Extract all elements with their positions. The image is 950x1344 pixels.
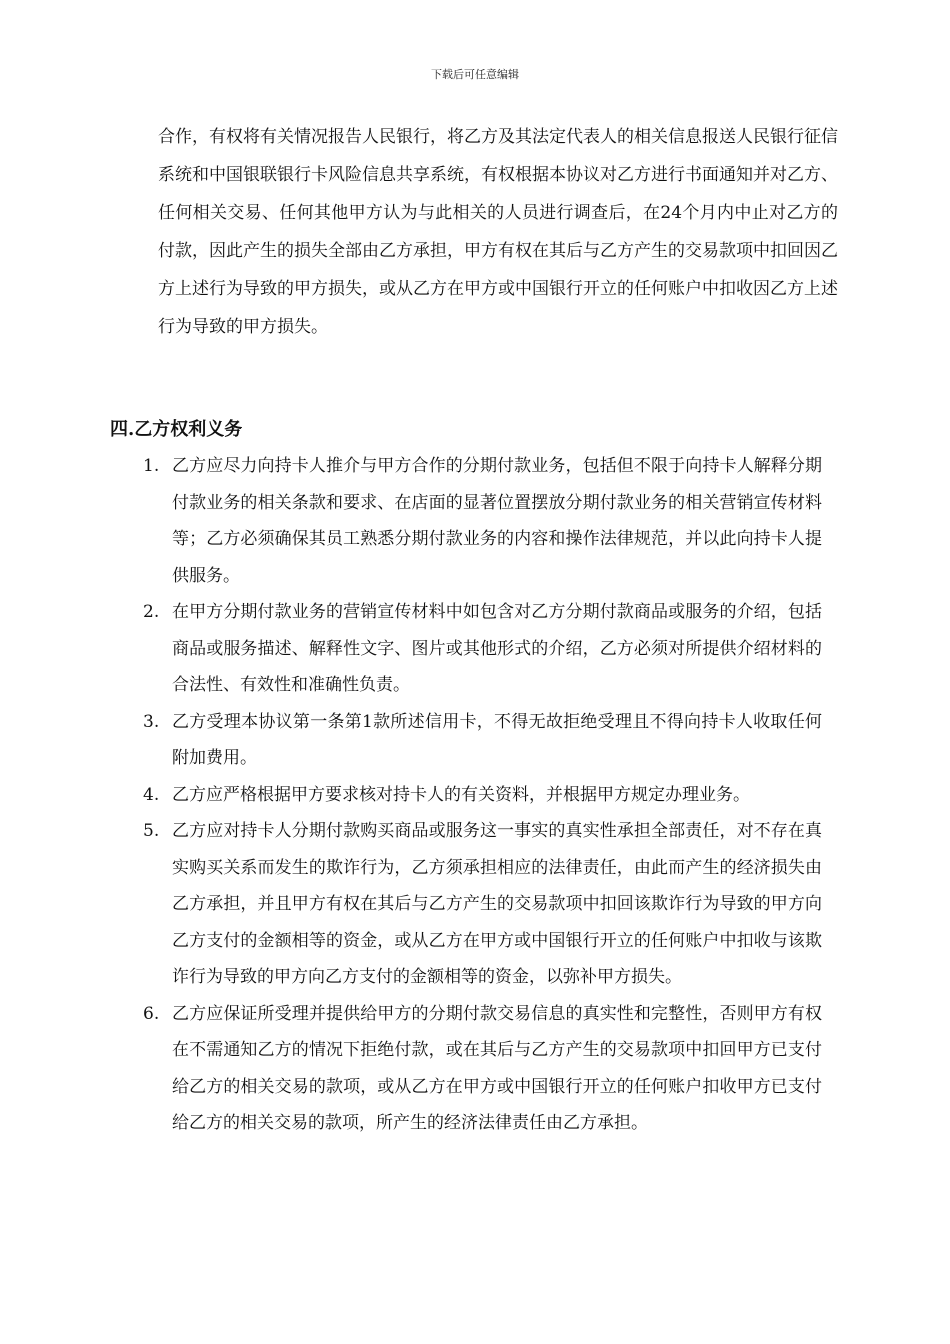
list-item-3: [0, 704, 822, 777]
list-item-5: [0, 813, 822, 996]
item-number: 4.: [143, 784, 160, 805]
intro-paragraph: [158, 118, 838, 346]
page-header-note: 下载后可任意编辑: [431, 68, 519, 81]
item-text: 乙方受理本协议第一条第1款所述信用卡，不得无故拒绝受理且不得向持卡人收取任何附加费用。: [172, 711, 822, 768]
item-number: 3.: [143, 711, 160, 732]
item-text: 乙方应尽力向持卡人推介与甲方合作的分期付款业务，包括但不限于向持卡人解释分期付款业务的相关条款和要求、在店面的显著位置摆放分期付款业务的相关营销宣传材料等；乙方必须确保其员工熟悉分期付款业务的内容和操作法律规范，并以此向持卡人提供服务。: [172, 456, 822, 586]
item-number: 6.: [143, 1003, 160, 1024]
list-item-4: [0, 777, 822, 814]
obligations-list: [0, 448, 950, 1142]
list-item-2: [0, 594, 822, 704]
item-number: 5.: [143, 821, 160, 841]
item-text: 乙方应保证所受理并提供给甲方的分期付款交易信息的真实性和完整性，否则甲方有权在不需通知乙方的情况下拒绝付款，或在其后与乙方产生的交易款项中扣回甲方已支付给乙方的相关交易的款项，或从乙方在甲方或中国银行开立的任何账户扣收甲方已支付给乙方的相关交易的款项，所产生的经济法律责任由乙方承担。: [172, 1003, 822, 1133]
list-item-1: [0, 448, 822, 594]
item-number: 2.: [143, 602, 160, 622]
list-item-6: [0, 996, 822, 1142]
item-text: 乙方应严格根据甲方要求核对持卡人的有关资料，并根据甲方规定办理业务。: [172, 784, 750, 805]
intro-text: 合作，有权将有关情况报告人民银行，将乙方及其法定代表人的相关信息报送人民银行征信系统和中国银联银行卡风险信息共享系统，有权根据本协议对乙方进行书面通知并对乙方、任何相关交易、任何其他甲方认为与此相关的人员进行调查后，在24个月内中止对乙方的付款，因此产生的损失全部由乙方承担，甲方有权在其后与乙方产生的交易款项中扣回因乙方上述行为导致的甲方损失，或从乙方在甲方或中国银行开立的任何账户中扣收因乙方上述行为导致的甲方损失。: [158, 127, 838, 337]
section-title: 四.乙方权利义务: [110, 419, 243, 440]
item-text: 在甲方分期付款业务的营销宣传材料中如包含对乙方分期付款商品或服务的介绍，包括商品或服务描述、解释性文字、图片或其他形式的介绍，乙方必须对所提供介绍材料的合法性、有效性和准确性负责。: [172, 602, 822, 695]
item-text: 乙方应对持卡人分期付款购买商品或服务这一事实的真实性承担全部责任，对不存在真实购买关系而发生的欺诈行为，乙方须承担相应的法律责任，由此而产生的经济损失由乙方承担，并且甲方有权在其后与乙方产生的交易款项中扣回该欺诈行为导致的甲方向乙方支付的金额相等的资金，或从乙方在甲方或中国银行开立的任何账户中扣收与该欺诈行为导致的甲方向乙方支付的金额相等的资金，以弥补甲方损失。: [172, 821, 822, 987]
item-number: 1.: [143, 456, 160, 476]
